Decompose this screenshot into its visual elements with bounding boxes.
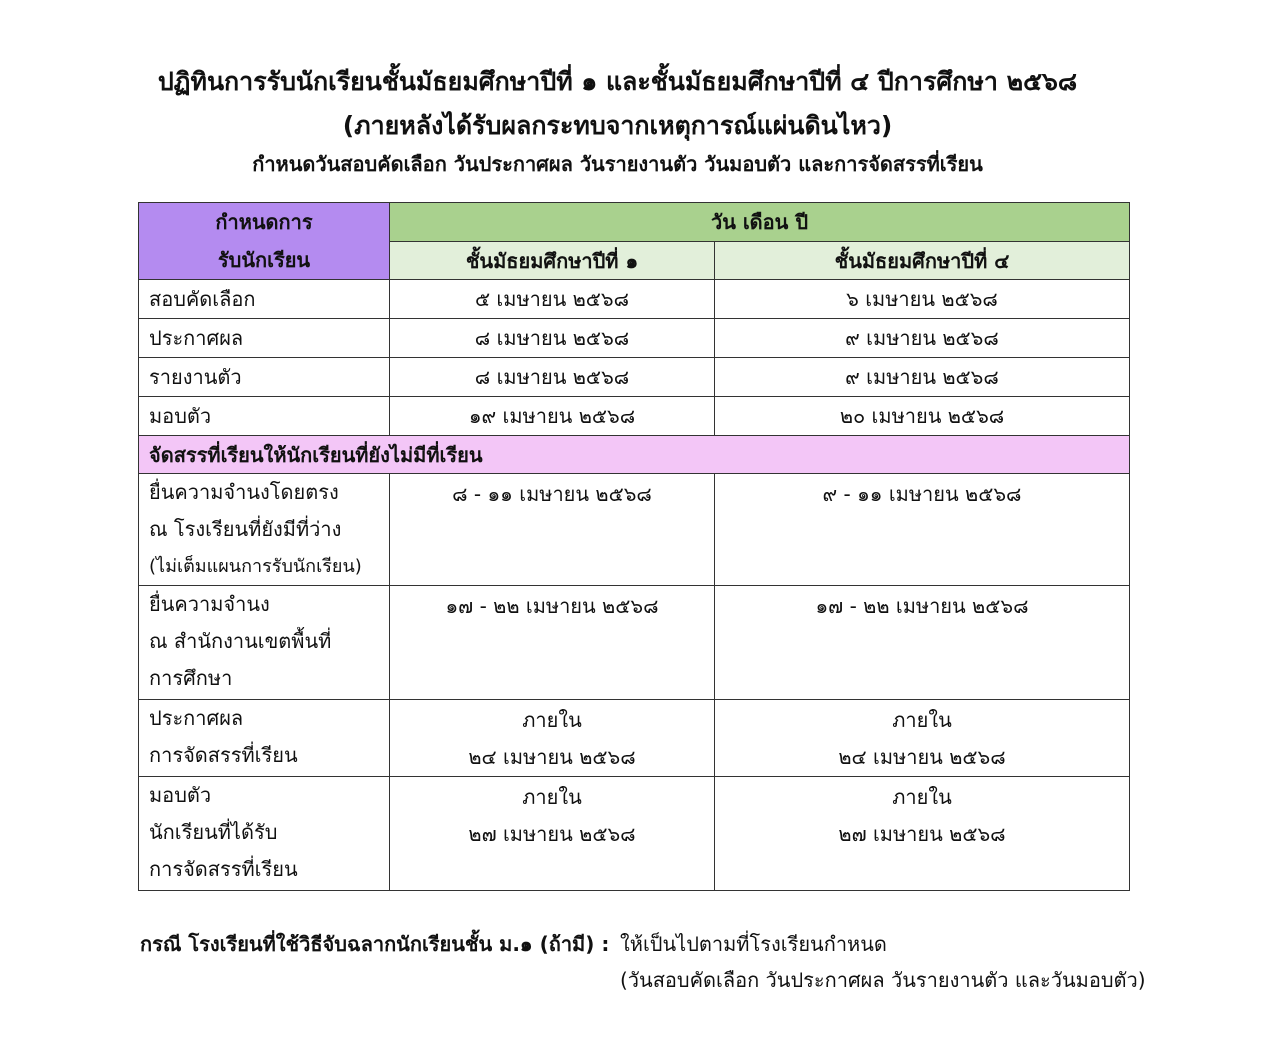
allocation-section-header: จัดสรรที่เรียนให้นักเรียนที่ยังไม่มีที่เรียน bbox=[139, 436, 1130, 474]
m1-date: ๘ - ๑๑ เมษายน ๒๕๖๘ bbox=[390, 474, 715, 586]
m4-date bbox=[715, 777, 1130, 891]
m1-date: ๕ เมษายน ๒๕๖๘ bbox=[390, 280, 715, 319]
m1-date: ๘ เมษายน ๒๕๖๘ bbox=[390, 358, 715, 397]
row-label bbox=[139, 777, 390, 891]
m4-date: ๖ เมษายน ๒๕๖๘ bbox=[715, 280, 1130, 319]
date-value: ๒๔ เมษายน ๒๕๖๘ bbox=[468, 745, 636, 769]
m4-date: ๒๐ เมษายน ๒๕๖๘ bbox=[715, 397, 1130, 436]
row-label-line: นักเรียนที่ได้รับ bbox=[149, 820, 278, 844]
schedule-header-line2: รับนักเรียน bbox=[217, 248, 311, 272]
row-label bbox=[139, 586, 390, 700]
m1-date: ๑๙ เมษายน ๒๕๖๘ bbox=[390, 397, 715, 436]
row-label-line: การศึกษา bbox=[149, 666, 233, 690]
document-description: กำหนดวันสอบคัดเลือก วันประกาศผล วันรายงานตัว วันมอบตัว และการจัดสรรที่เรียน bbox=[252, 152, 983, 176]
table-row bbox=[139, 777, 1130, 891]
row-label bbox=[139, 700, 390, 777]
document-title: ปฏิทินการรับนักเรียนชั้นมัธยมศึกษาปีที่ ๑ และชั้นมัธยมศึกษาปีที่ ๔ ปีการศึกษา ๒๕๖๘ bbox=[157, 67, 1078, 96]
m1-date: ๑๗ - ๒๒ เมษายน ๒๕๖๘ bbox=[390, 586, 715, 700]
row-label: รายงานตัว bbox=[139, 358, 390, 397]
row-label-line: การจัดสรรที่เรียน bbox=[149, 857, 298, 881]
table-row bbox=[139, 319, 1130, 358]
row-label: สอบคัดเลือก bbox=[139, 280, 390, 319]
row-label: มอบตัว bbox=[139, 397, 390, 436]
row-label-line: ณ โรงเรียนที่ยังมีที่ว่าง bbox=[149, 517, 342, 541]
date-value: ๒๔ เมษายน ๒๕๖๘ bbox=[838, 745, 1006, 769]
footnote-label bbox=[140, 928, 609, 960]
m4-column-header: ชั้นมัธยมศึกษาปีที่ ๔ bbox=[715, 242, 1130, 280]
schedule-column-header bbox=[139, 203, 390, 280]
date-prefix: ภายใน bbox=[522, 708, 582, 732]
footnote-value: ให้เป็นไปตามที่โรงเรียนกำหนด bbox=[620, 932, 887, 956]
footnote-label-text: กรณี โรงเรียนที่ใช้วิธีจับฉลากนักเรียนชั้น ม.๑ (ถ้ามี) : bbox=[140, 932, 610, 956]
m1-date: ๘ เมษายน ๒๕๖๘ bbox=[390, 319, 715, 358]
date-prefix: ภายใน bbox=[892, 708, 952, 732]
row-label-line: ณ สำนักงานเขตพื้นที่ bbox=[149, 629, 332, 653]
date-prefix: ภายใน bbox=[522, 785, 582, 809]
m4-date: ๙ - ๑๑ เมษายน ๒๕๖๘ bbox=[715, 474, 1130, 586]
m1-date bbox=[390, 700, 715, 777]
date-value: ๒๗ เมษายน ๒๕๖๘ bbox=[468, 822, 636, 846]
table-row bbox=[139, 586, 1130, 700]
m1-column-header: ชั้นมัธยมศึกษาปีที่ ๑ bbox=[390, 242, 715, 280]
m4-date: ๙ เมษายน ๒๕๖๘ bbox=[715, 358, 1130, 397]
table-row bbox=[139, 280, 1130, 319]
table-row bbox=[139, 358, 1130, 397]
m1-date bbox=[390, 777, 715, 891]
table-row bbox=[139, 397, 1130, 436]
m4-date bbox=[715, 700, 1130, 777]
m4-date: ๑๗ - ๒๒ เมษายน ๒๕๖๘ bbox=[715, 586, 1130, 700]
row-label-line: การจัดสรรที่เรียน bbox=[149, 743, 298, 767]
row-label bbox=[139, 474, 390, 586]
row-label-line: ยื่นความจำนง bbox=[149, 592, 270, 616]
row-label-line: ยื่นความจำนงโดยตรง bbox=[149, 480, 339, 504]
date-value: ๒๗ เมษายน ๒๕๖๘ bbox=[838, 822, 1006, 846]
date-prefix: ภายใน bbox=[892, 785, 952, 809]
document-subtitle: (ภายหลังได้รับผลกระทบจากเหตุการณ์แผ่นดินไหว) bbox=[342, 111, 893, 140]
date-column-header: วัน เดือน ปี bbox=[390, 203, 1130, 242]
schedule-table bbox=[138, 202, 1130, 891]
footnote-detail: (วันสอบคัดเลือก วันประกาศผล วันรายงานตัว และวันมอบตัว) bbox=[620, 968, 1146, 992]
table-row bbox=[139, 474, 1130, 586]
table-row bbox=[139, 700, 1130, 777]
row-label-line: ประกาศผล bbox=[149, 706, 244, 730]
row-label-line: มอบตัว bbox=[149, 783, 212, 807]
row-label-note: (ไม่เต็มแผนการรับนักเรียน) bbox=[149, 556, 362, 577]
row-label: ประกาศผล bbox=[139, 319, 390, 358]
m4-date: ๙ เมษายน ๒๕๖๘ bbox=[715, 319, 1130, 358]
schedule-header-line1: กำหนดการ bbox=[215, 210, 313, 234]
